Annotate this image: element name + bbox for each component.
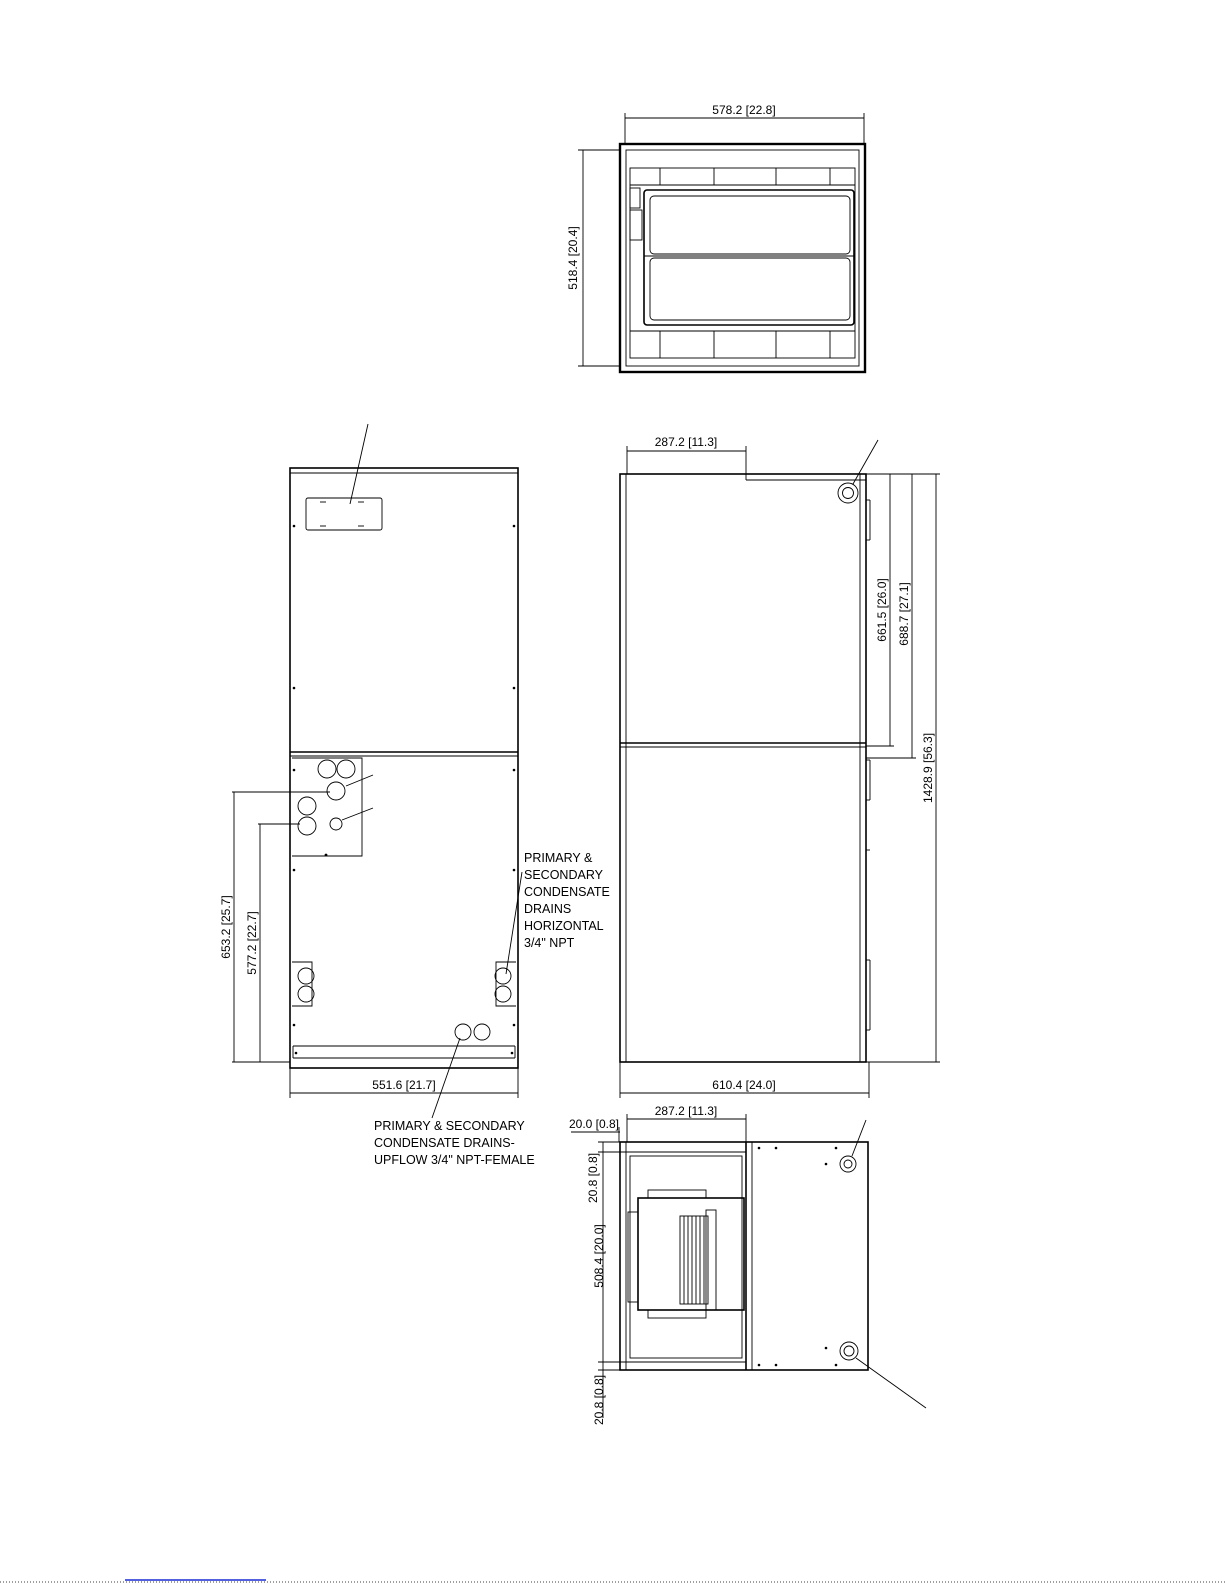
side-height-1-dimension: 661.5 [26.0]	[875, 578, 889, 642]
top-depth-dimension: 518.4 [20.4]	[566, 226, 580, 290]
front-height-1-dimension: 653.2 [25.7]	[219, 895, 233, 959]
front-width-dimension: 551.6 [21.7]	[372, 1078, 436, 1092]
bottom-view	[569, 1104, 926, 1425]
bottom-flange-dimension: 20.0 [0.8]	[568, 1117, 620, 1131]
svg-text:SECONDARY: SECONDARY	[524, 868, 603, 882]
svg-text:CONDENSATE: CONDENSATE	[524, 885, 610, 899]
svg-text:HORIZONTAL: HORIZONTAL	[524, 919, 604, 933]
bottom-depth-3-dimension: 20.8 [0.8]	[592, 1374, 606, 1426]
top-width-dimension: 578.2 [22.8]	[712, 103, 776, 117]
bottom-depth-2-dimension: 508.4 [20.0]	[592, 1224, 606, 1288]
side-width-dimension: 610.4 [24.0]	[712, 1078, 776, 1092]
horizontal-drains-note	[524, 851, 610, 950]
side-total-height-dimension: 1428.9 [56.3]	[921, 732, 935, 804]
side-height-2-dimension: 688.7 [27.1]	[897, 582, 911, 646]
svg-text:PRIMARY &: PRIMARY &	[524, 851, 593, 865]
top-view	[566, 103, 865, 372]
svg-text:PRIMARY & SECONDARY: PRIMARY & SECONDARY	[374, 1119, 525, 1133]
upflow-drains-note	[374, 1119, 535, 1167]
svg-text:3/4" NPT: 3/4" NPT	[524, 936, 575, 950]
bottom-depth-1-dimension: 20.8 [0.8]	[586, 1152, 600, 1204]
side-view	[620, 435, 940, 1098]
front-view	[219, 424, 522, 1118]
svg-text:DRAINS: DRAINS	[524, 902, 572, 916]
bottom-top-offset-dimension: 287.2 [11.3]	[654, 1104, 718, 1118]
svg-text:UPFLOW 3/4" NPT-FEMALE: UPFLOW 3/4" NPT-FEMALE	[374, 1153, 535, 1167]
svg-text:CONDENSATE DRAINS-: CONDENSATE DRAINS-	[374, 1136, 515, 1150]
side-top-offset-dimension: 287.2 [11.3]	[654, 435, 718, 449]
front-height-2-dimension: 577.2 [22.7]	[245, 911, 259, 975]
